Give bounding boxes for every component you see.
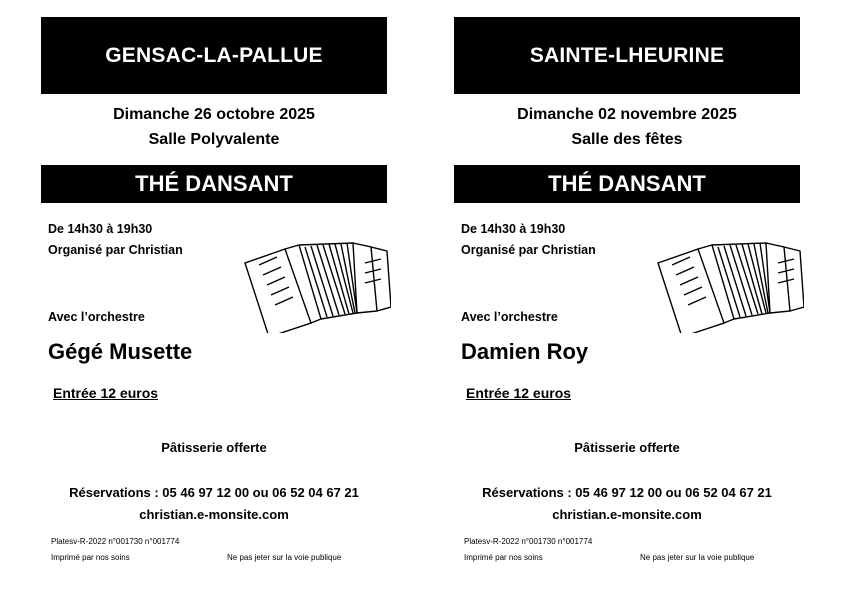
flyer-right xyxy=(454,0,814,596)
reservation-phones: Réservations : 05 46 97 12 00 ou 06 52 04 67 21 xyxy=(482,485,772,500)
printed-note: Imprimé par nos soins xyxy=(51,553,130,562)
reservation-phones: Réservations : 05 46 97 12 00 ou 06 52 04 67 21 xyxy=(69,485,359,500)
town-title: GENSAC-LA-PALLUE xyxy=(41,17,387,94)
accordion-icon xyxy=(241,233,391,333)
event-hours: De 14h30 à 19h30 xyxy=(461,222,566,236)
accordion-icon xyxy=(654,233,804,333)
event-venue: Salle des fêtes xyxy=(571,131,683,148)
event-date: Dimanche 02 novembre 2025 xyxy=(517,106,737,123)
event-venue: Salle Polyvalente xyxy=(148,131,280,148)
licence-line: Platesv-R-2022 n°001730 n°001774 xyxy=(464,537,593,546)
pastry-note: Pâtisserie offerte xyxy=(574,440,680,455)
artist-name: Gégé Musette xyxy=(48,339,193,364)
pastry-note: Pâtisserie offerte xyxy=(161,440,267,455)
website: christian.e-monsite.com xyxy=(139,507,289,522)
event-title: THÉ DANSANT xyxy=(454,165,800,203)
entry-fee: Entrée 12 euros xyxy=(466,385,572,401)
town-title: SAINTE-LHEURINE xyxy=(454,17,800,94)
website: christian.e-monsite.com xyxy=(552,507,702,522)
orchestra-intro: Avec l’orchestre xyxy=(461,310,558,324)
no-litter-note: Ne pas jeter sur la voie publique xyxy=(227,553,342,562)
no-litter-note: Ne pas jeter sur la voie publique xyxy=(640,553,755,562)
event-date: Dimanche 26 octobre 2025 xyxy=(113,106,315,123)
orchestra-intro: Avec l’orchestre xyxy=(48,310,145,324)
printed-note: Imprimé par nos soins xyxy=(464,553,543,562)
event-organizer: Organisé par Christian xyxy=(461,243,596,257)
artist-name: Damien Roy xyxy=(461,339,589,364)
licence-line: Platesv-R-2022 n°001730 n°001774 xyxy=(51,537,180,546)
flyer-left xyxy=(41,0,401,596)
event-organizer: Organisé par Christian xyxy=(48,243,183,257)
entry-fee: Entrée 12 euros xyxy=(53,385,159,401)
event-hours: De 14h30 à 19h30 xyxy=(48,222,153,236)
event-title: THÉ DANSANT xyxy=(41,165,387,203)
